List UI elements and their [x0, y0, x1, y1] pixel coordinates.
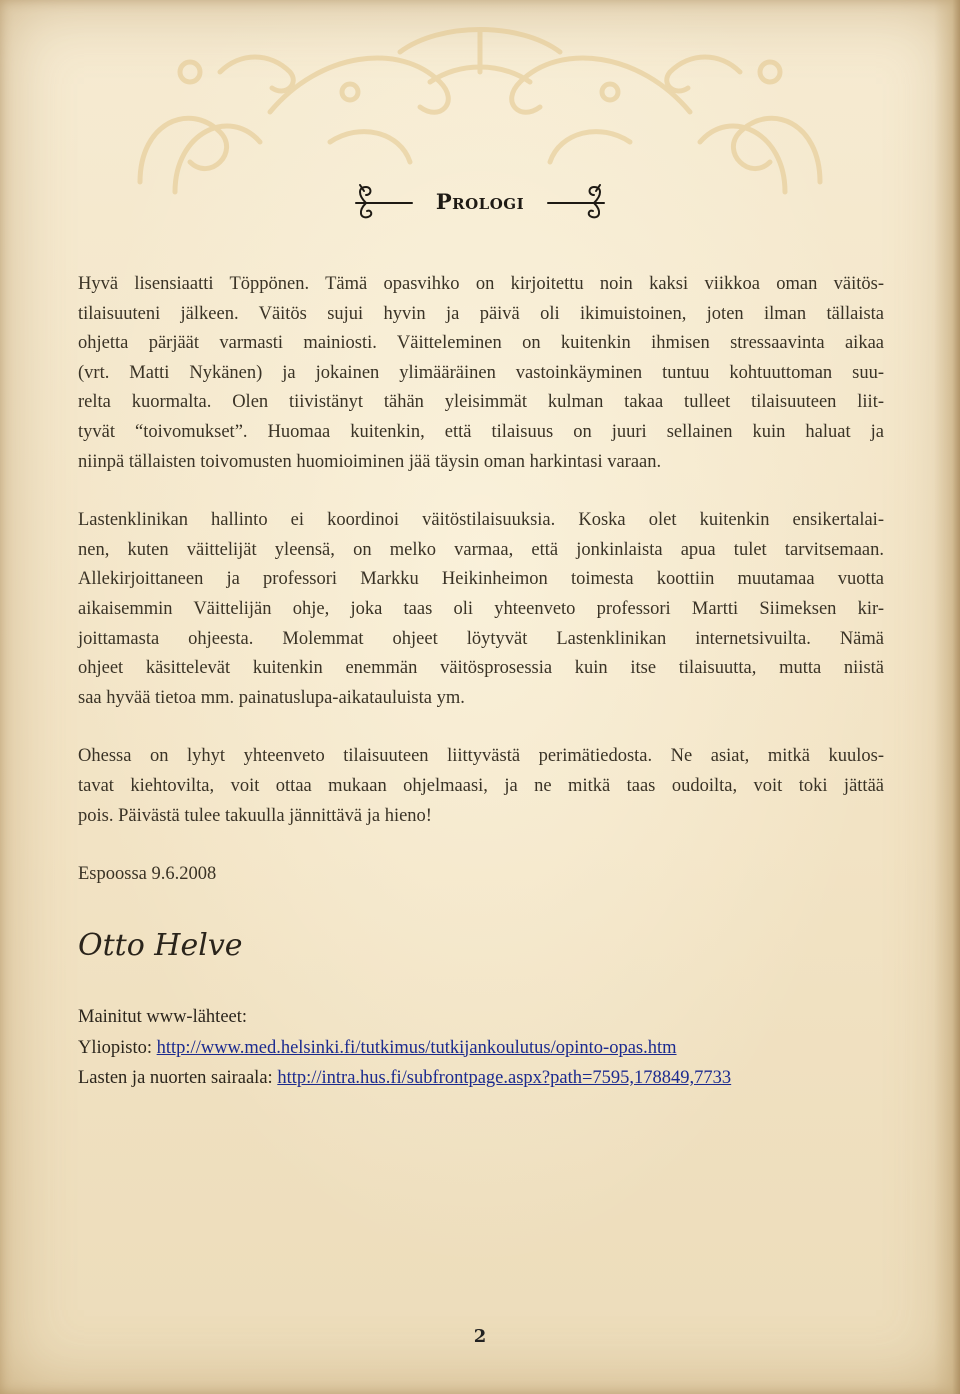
- links-heading: Mainitut www-lähteet:: [78, 1007, 248, 1027]
- text-line: tilaisuuteni jälkeen. Väitös sujui hyvin ja päivä oli ikimuistoinen, joten ilman tällaista: [78, 303, 884, 324]
- paragraph-2: [78, 506, 884, 713]
- text-line: niinpä tällaisten toivomusten huomioiminen jää täysin oman harkintasi varaan.: [78, 451, 662, 472]
- university-link[interactable]: http://www.med.helsinki.fi/tutkimus/tutkijankoulutus/opinto-opas.htm: [156, 1037, 677, 1058]
- text-line: relta kuormalta. Olen tiivistänyt tähän yleisimmät kulman takaa tulleet tilaisuuteen liit-: [78, 392, 884, 413]
- text-line: ohjeet käsittelevät kuitenkin enemmän väitösprosessia kuin itse tilaisuutta, mutta niistä: [78, 658, 884, 679]
- text-line: joittamasta ohjeesta. Molemmat ohjeet löytyvät Lastenklinikan internetsivuilta. Nämä: [78, 628, 884, 649]
- text-line: aikaisemmin Väittelijän ohje, joka taas oli yhteenveto professori Martti Siimeksen kir-: [78, 598, 884, 619]
- links-section: [78, 1002, 938, 1094]
- text-line: (vrt. Matti Nykänen) ja jokainen ylimääräinen vastoinkäyminen tuntuu kohtuuttoman suu-: [78, 362, 884, 383]
- title-row: [0, 176, 960, 226]
- text-line: Ohessa on lyhyt yhteenveto tilaisuuteen liittyvästä perimätiedosta. Ne asiat, mitkä kuulos-: [78, 746, 884, 767]
- signature: Otto Helve: [78, 928, 243, 963]
- paragraph-1: [78, 270, 884, 477]
- text-line: saa hyvää tietoa mm. painatuslupa-aikatauluista ym.: [78, 687, 465, 708]
- body-text: [78, 270, 884, 890]
- text-line: nen, kuten väittelijät yleensä, on melko varmaa, että jonkinlaista apua tulet tarvitsemaan.: [78, 539, 884, 560]
- flourish-right-icon: [542, 181, 612, 221]
- text-line: Allekirjoittaneen ja professori Markku Heikinheimon toimesta koottiin muutamaa vuotta: [78, 569, 884, 590]
- text-line: tyvät “toivomukset”. Huomaa kuitenkin, että tilaisuus on juuri sellainen kuin haluat ja: [78, 421, 884, 442]
- link-row-university: [78, 1033, 938, 1064]
- flourish-left-icon: [348, 181, 418, 221]
- text-line: Lastenklinikan hallinto ei koordinoi väitöstilaisuuksia. Koska olet kuitenkin ensikertalai-: [78, 510, 884, 531]
- hospital-link[interactable]: http://intra.hus.fi/subfrontpage.aspx?path=7595,178849,7733: [277, 1068, 732, 1088]
- text-line: pois. Päivästä tulee takuulla jännittävä ja hieno!: [78, 805, 432, 826]
- text-line: ohjetta pärjäät varmasti mainiosti. Väitteleminen on kuitenkin ihmisen stressaavinta aikaa: [78, 333, 884, 354]
- date-line: Espoossa 9.6.2008: [78, 864, 217, 885]
- page-title: Prologi: [435, 188, 525, 214]
- text-line: tavat kiehtovilta, voit ottaa mukaan ohjelmaasi, ja ne mitkä taas oudoilta, voit toki jättää: [78, 775, 884, 796]
- paragraph-3: [78, 742, 884, 831]
- link-label: Yliopisto:: [78, 1037, 157, 1058]
- link-row-hospital: [78, 1063, 938, 1094]
- link-label: Lasten ja nuorten sairaala:: [78, 1068, 278, 1088]
- text-line: Hyvä lisensiaatti Töppönen. Tämä opasvihko on kirjoitettu noin kaksi viikkoa oman väitös-: [78, 274, 884, 294]
- page-number: 2: [473, 1326, 487, 1347]
